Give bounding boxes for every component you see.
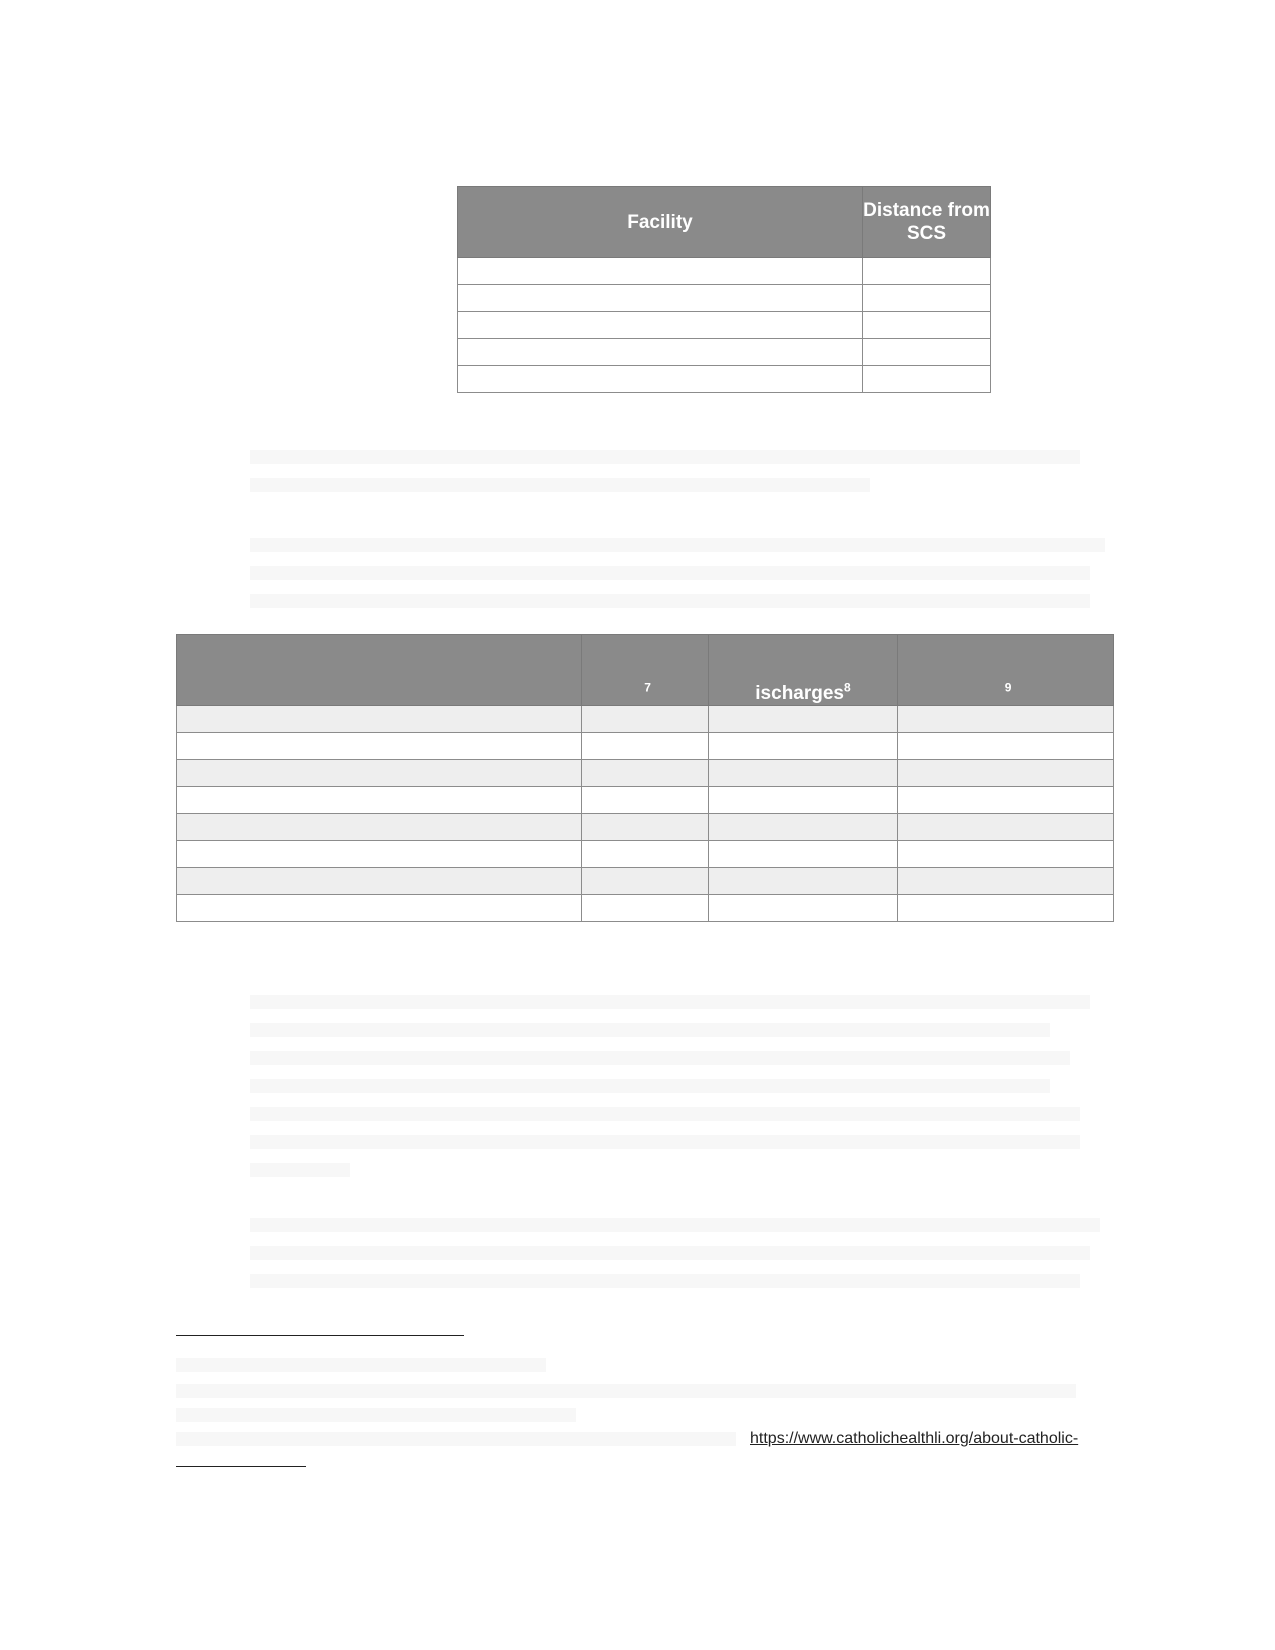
faded-paragraph	[250, 995, 1090, 1009]
table-cell	[709, 868, 898, 895]
table-cell	[898, 760, 1114, 787]
faded-paragraph	[250, 1051, 1070, 1065]
table-cell	[177, 895, 582, 922]
faded-paragraph	[250, 566, 1090, 580]
facility-header	[177, 635, 582, 706]
table-cell	[582, 706, 709, 733]
table-row	[458, 366, 991, 393]
table-cell	[898, 733, 1114, 760]
faded-footnote	[176, 1358, 546, 1372]
table-row	[177, 733, 1114, 760]
discharges-header	[709, 635, 898, 706]
table-row	[177, 814, 1114, 841]
table-row	[177, 706, 1114, 733]
facility-discharges-table	[176, 634, 1114, 922]
table-cell	[458, 258, 863, 285]
table-row	[177, 841, 1114, 868]
table-cell	[709, 814, 898, 841]
table-cell	[898, 841, 1114, 868]
footnote-ref: 7	[644, 680, 651, 695]
table-cell	[898, 814, 1114, 841]
faded-paragraph	[250, 1274, 1080, 1288]
table-cell	[458, 312, 863, 339]
table-row	[177, 787, 1114, 814]
table-cell	[898, 706, 1114, 733]
facility-distance-table	[457, 186, 991, 393]
faded-paragraph	[250, 538, 1105, 552]
table-header-row	[177, 635, 1114, 706]
column-header	[582, 635, 709, 706]
table-cell	[582, 787, 709, 814]
table-cell	[582, 841, 709, 868]
table-cell	[863, 312, 991, 339]
table-row	[458, 339, 991, 366]
table-cell	[709, 895, 898, 922]
table-row	[458, 285, 991, 312]
table-cell	[177, 760, 582, 787]
footnote-underline	[176, 1466, 306, 1467]
footnote-separator	[176, 1335, 464, 1336]
table-cell	[458, 285, 863, 312]
table-cell	[582, 733, 709, 760]
faded-paragraph	[250, 1135, 1080, 1149]
column-header	[898, 635, 1114, 706]
table-cell	[177, 733, 582, 760]
table-cell	[458, 366, 863, 393]
faded-footnote	[176, 1408, 576, 1422]
table-cell	[177, 706, 582, 733]
table-cell	[709, 706, 898, 733]
table-cell	[709, 787, 898, 814]
table-cell	[582, 814, 709, 841]
faded-paragraph	[250, 1218, 1100, 1232]
table-cell	[709, 760, 898, 787]
table-cell	[863, 285, 991, 312]
footnote-ref: 8	[844, 680, 851, 695]
faded-footnote	[176, 1384, 1076, 1398]
table-cell	[709, 841, 898, 868]
table-row	[177, 868, 1114, 895]
table-cell	[709, 733, 898, 760]
table-cell	[863, 258, 991, 285]
table-cell	[898, 895, 1114, 922]
discharges-header-text: ischarges	[755, 682, 845, 704]
footnote-ref: 9	[1004, 680, 1012, 695]
faded-paragraph	[250, 1246, 1090, 1260]
table-cell	[177, 868, 582, 895]
table-row	[177, 760, 1114, 787]
table-cell	[863, 339, 991, 366]
table-cell	[177, 787, 582, 814]
faded-paragraph	[250, 594, 1090, 608]
table-row	[458, 312, 991, 339]
footnote-link[interactable]: https://www.catholichealthli.org/about-catholic-	[750, 1430, 1079, 1447]
faded-paragraph	[250, 450, 1080, 464]
faded-paragraph	[250, 1079, 1050, 1093]
table-cell	[898, 787, 1114, 814]
faded-footnote	[176, 1432, 736, 1446]
table-cell	[458, 339, 863, 366]
faded-paragraph	[250, 1107, 1080, 1121]
faded-paragraph	[250, 478, 870, 492]
faded-paragraph	[250, 1023, 1050, 1037]
table-cell	[582, 868, 709, 895]
table-cell	[177, 841, 582, 868]
faded-paragraph	[250, 1163, 350, 1177]
distance-header: Distance from SCS	[863, 187, 991, 258]
table-row	[458, 258, 991, 285]
table-cell	[582, 895, 709, 922]
table-cell	[863, 366, 991, 393]
table-cell	[582, 760, 709, 787]
table-header-row	[458, 187, 991, 258]
table-row	[177, 895, 1114, 922]
facility-header: Facility	[458, 187, 863, 258]
table-cell	[177, 814, 582, 841]
table-cell	[898, 868, 1114, 895]
